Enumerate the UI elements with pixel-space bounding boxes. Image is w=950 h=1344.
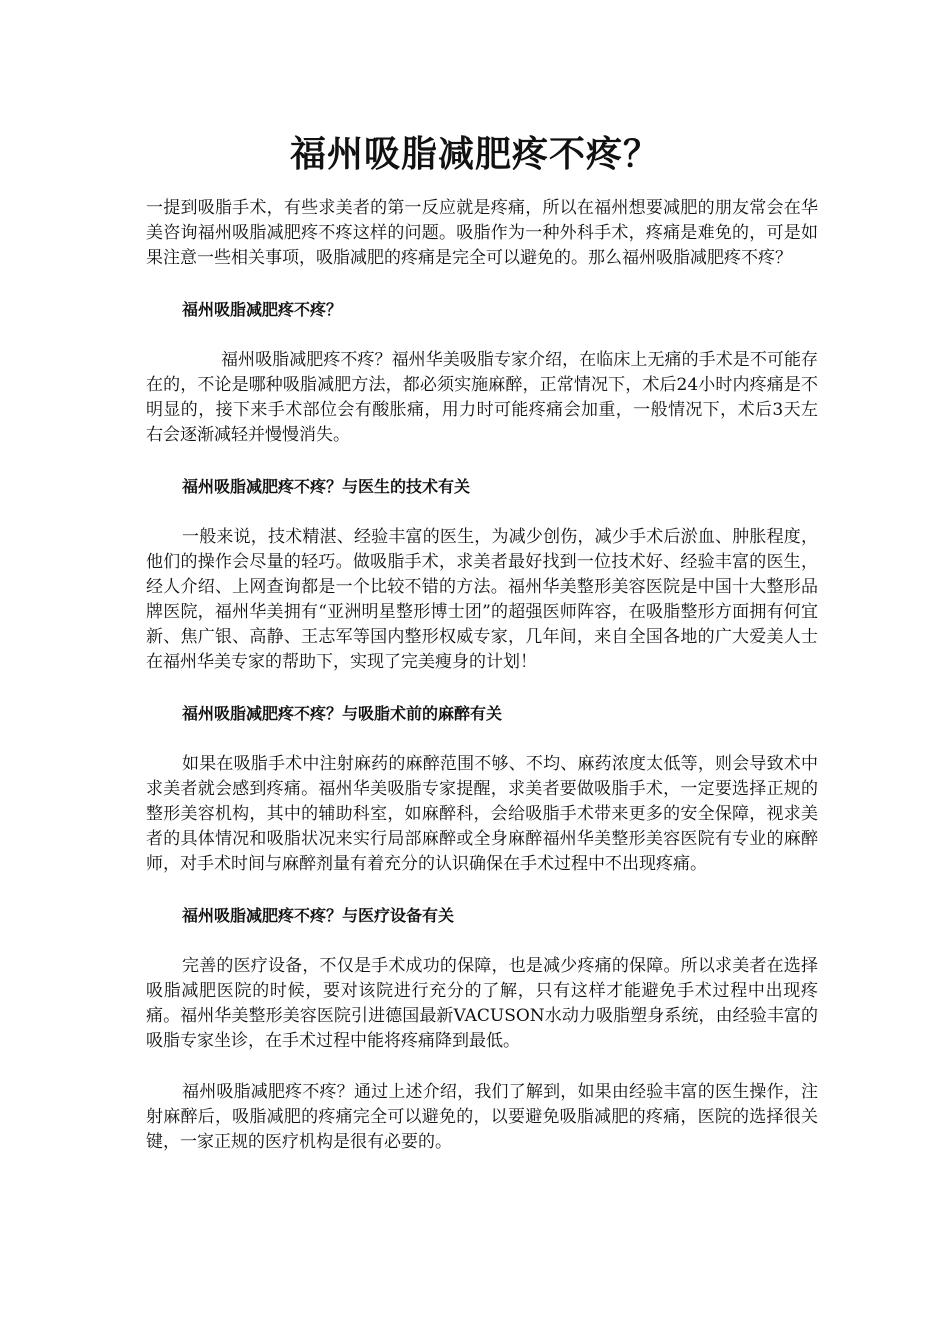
section-heading-4: 福州吸脂减肥疼不疼？与医疗设备有关 (182, 906, 455, 925)
section-paragraph-1: 福州吸脂减肥疼不疼？福州华美吸脂专家介绍，在临床上无痛的手术是不可能存在的，不论是哪种吸脂减肥方法，都必须实施麻醉，正常情况下，术后24小时内疼痛是不明显的，接下来手术部位会有酸胀痛，用力时可能疼痛会加重，一般情况下，术后3天左右会逐渐减轻并慢慢消失。 (146, 350, 818, 445)
section-heading-2: 福州吸脂减肥疼不疼？与医生的技术有关 (182, 477, 471, 496)
section-paragraph-3: 如果在吸脂手术中注射麻药的麻醉范围不够、不均、麻药浓度太低等，则会导致术中求美者就会感到疼痛。福州华美吸脂专家提醒，求美者要做吸脂手术，一定要选择正规的整形美容机构，其中的辅助科室，如麻醉科，会给吸脂手术带来更多的安全保障，视求美者的具体情况和吸脂状况来实行局部麻醉或全身麻醉福州华美整形美容医院有专业的麻醉师，对手术时间与麻醉剂量有着充分的认识确保在手术过程中不出现疼痛。 (146, 754, 818, 874)
document-body (146, 196, 818, 1155)
section-heading-3: 福州吸脂减肥疼不疼？与吸脂术前的麻醉有关 (182, 704, 503, 723)
conclusion-paragraph: 福州吸脂减肥疼不疼？通过上述介绍，我们了解到，如果由经验丰富的医生操作，注射麻醉后，吸脂减肥的疼痛完全可以避免的，以要避免吸脂减肥的疼痛，医院的选择很关键，一家正规的医疗机构是很有必要的。 (146, 1082, 818, 1152)
section-paragraph-4: 完善的医疗设备，不仅是手术成功的保障，也是减少疼痛的保障。所以求美者在选择吸脂减肥医院的时候，要对该院进行充分的了解，只有这样才能避免手术过程中出现疼痛。福州华美整形美容医院引进德国最新VACUSON水动力吸脂塑身系统，由经验丰富的吸脂专家坐诊，在手术过程中能将疼痛降到最低。 (146, 956, 818, 1051)
intro-paragraph: 一提到吸脂手术，有些求美者的第一反应就是疼痛，所以在福州想要减肥的朋友常会在华美咨询福州吸脂减肥疼不疼这样的问题。吸脂作为一种外科手术，疼痛是难免的，可是如果注意一些相关事项，吸脂减肥的疼痛是完全可以避免的。那么福州吸脂减肥疼不疼？ (146, 198, 818, 268)
section-paragraph-2: 一般来说，技术精湛、经验丰富的医生，为减少创伤，减少手术后淤血、肿胀程度，他们的操作会尽量的轻巧。做吸脂手术，求美者最好找到一位技术好、经验丰富的医生，经人介绍、上网查询都是一个比较不错的方法。福州华美整形美容医院是中国十大整形品牌医院，福州华美拥有“亚洲明星整形博士团”的超强医师阵容，在吸脂整形方面拥有何宜新、焦广银、高静、王志军等国内整形权威专家，几年间，来自全国各地的广大爱美人士在福州华美专家的帮助下，实现了完美瘦身的计划！ (146, 527, 818, 672)
document-title: 福州吸脂减肥疼不疼？ (289, 133, 660, 175)
section-heading-1: 福州吸脂减肥疼不疼？ (182, 300, 343, 319)
